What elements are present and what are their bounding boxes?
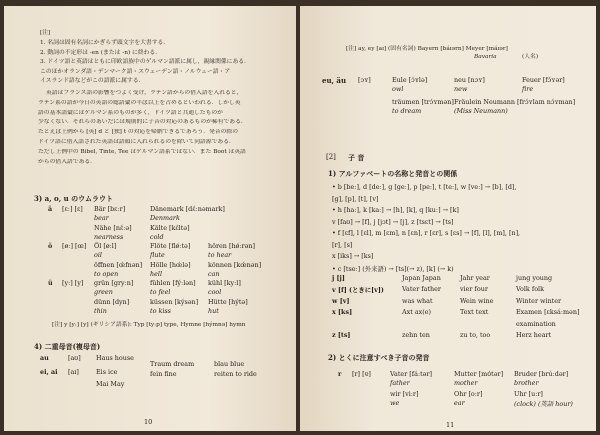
umlaut-word: küssen [kýsən] xyxy=(150,298,199,306)
r-ipa: [r] [ɐ] xyxy=(352,370,371,378)
r-word: wir [viːr] xyxy=(390,390,419,398)
eu-gloss: new xyxy=(454,85,468,93)
example-word: Volk folk xyxy=(516,285,544,294)
note-label: [注] xyxy=(40,30,51,36)
paragraph-line: たとえば上例から [英] d と [独] t の対応を帰納できるであろう．発音の際の xyxy=(38,129,238,136)
consonant-line: • c [tseː] (外来語) → [ts](→ z), [k] (→ k) xyxy=(332,264,454,273)
umlaut-gloss: to hear xyxy=(208,251,232,260)
umlaut-word: grün [gryːn] xyxy=(94,279,134,288)
diphthong-key: au xyxy=(40,354,49,362)
r-gloss: (clock) (英語 hour) xyxy=(514,400,573,408)
example-key: v [f] (ときに[v]) xyxy=(332,286,384,295)
left-page xyxy=(4,6,296,431)
diphthong-word: fein fine xyxy=(150,370,177,378)
paragraph-line: 英語はフランス語の影響をつよく受け，ラテン語からの借入語を入れると， xyxy=(46,90,243,96)
example-word: Text text xyxy=(460,308,489,317)
umlaut-word: dünn [dyn] xyxy=(94,298,130,306)
umlaut-ipa: [yː] [y] xyxy=(62,279,84,288)
note-line: イスランド語などがこの語派に属する. xyxy=(40,78,141,84)
paragraph-line: からの借入語である． xyxy=(38,158,96,165)
umlaut-word: Hölle [hœ́lə] xyxy=(150,260,191,269)
umlaut-word: können [kœ́nən] xyxy=(208,260,262,269)
umlaut-word: Dänemark [dɛ́ːnəmark] xyxy=(150,205,225,213)
example-word: Axt ax(e) xyxy=(402,308,432,317)
example-word: Jahr year xyxy=(460,274,490,282)
r-word: Vater [fáːtər] xyxy=(390,370,432,378)
example-word: zu to, too xyxy=(460,331,491,339)
r-gloss: father xyxy=(390,379,410,387)
eu-word: neu [nɔʏ] xyxy=(454,76,485,84)
example-key: z [ts] xyxy=(332,331,351,339)
umlaut-word: öffnen [œ́fnən] xyxy=(94,260,143,269)
umlaut-key: ä xyxy=(48,205,53,213)
page-number-right: 11 xyxy=(446,421,455,429)
page-number-left: 10 xyxy=(144,418,153,426)
consonant-line: • h [haː], k [kaː] → [h], [k], q [kuː] → [k] xyxy=(332,206,459,214)
umlaut-word: Öl [øːl] xyxy=(94,242,117,251)
sub1-title: 1) アルファベートの名称と発音との関係 xyxy=(328,169,458,178)
umlaut-key: ü xyxy=(48,279,53,288)
umlaut-word: Flöte [flǿːtə] xyxy=(150,242,191,251)
umlaut-title: 3) a, o, u のウムラウト xyxy=(34,194,114,203)
umlaut-word: Kälte [kɛ́ltə] xyxy=(150,223,190,232)
eu-word: Eule [ɔ́ʏlə] xyxy=(392,76,428,84)
note-line: このほかオランダ語・デンマーク語・スウェーデン語・ノルウェー語・ア xyxy=(40,68,231,75)
umlaut-gloss: flute xyxy=(150,251,165,260)
umlaut-word: Bär [bɛːr] xyxy=(94,205,126,213)
example-key: w [v] xyxy=(332,296,350,305)
consonant-line: [g], [p], [t], [v] xyxy=(332,194,379,203)
diphthong-word: reiten to ride xyxy=(214,370,257,378)
right-page xyxy=(300,6,596,431)
diphthong-title: 4) 二重母音(複母音) xyxy=(34,342,101,351)
eu-word: Fräulein Neumann [frɔ́ʏlaɪn nɔ́ʏman] xyxy=(454,98,576,106)
umlaut-ipa: [øː] [œ] xyxy=(62,242,87,251)
diphthong-word: Haus house xyxy=(96,354,134,362)
paragraph-line: ただし上例中の Bibel, Tinte, Tee はゲルマン語系ではない．また Boot は英語 xyxy=(38,148,246,155)
eu-gloss: owl xyxy=(392,85,404,93)
umlaut-word: hören [hǿːrən] xyxy=(208,242,256,251)
eu-key: eu, äu xyxy=(322,76,347,85)
example-word: jung young xyxy=(516,274,553,282)
r-gloss: brother xyxy=(514,379,539,387)
paragraph-line: ドイツ語に借入語された英語は語頭に入れられるのを除いて同語源である． xyxy=(38,139,235,145)
example-key: x [ks] xyxy=(332,308,353,317)
umlaut-gloss: nearness xyxy=(94,232,124,241)
umlaut-key: ö xyxy=(48,242,53,251)
example-word: vier four xyxy=(460,285,488,294)
sub2-title: 2) とくに注意すべき子音の発音 xyxy=(328,353,430,362)
r-word: Bruder [brúːdər] xyxy=(514,370,569,378)
example-word: Japan Japan xyxy=(402,274,441,282)
consonant-line: v [faʊ] → [f], j [jɔt] → [j], z [tsɛt] → [ts] xyxy=(332,217,454,226)
umlaut-word: Nähe [nɛ́ːə] xyxy=(94,223,132,232)
note-gloss-1: Bavaria xyxy=(474,54,497,60)
umlaut-gloss: oil xyxy=(94,251,102,260)
note-line: 3. ドイツ語と英語はともに印欧語族中のゲルマン語派に属し，親縁関係にある. xyxy=(40,59,246,65)
umlaut-gloss: green xyxy=(94,288,113,297)
example-word: zehn ten xyxy=(402,331,430,339)
paragraph-line: ラテン系の語が今日の英語の総語彙の半ば以上を占めるといわれる．しかし英 xyxy=(38,99,241,106)
consonant-line: • b [beː], d [deː], g [geː], p [peː], t [teː], w [veː] → [b], [d], xyxy=(332,183,517,191)
diphthong-ipa: [aɪ] xyxy=(68,368,79,376)
note-line: 1. 名詞は固有名詞にかぎらず頭文字を大書する. xyxy=(40,40,166,46)
r-gloss: we xyxy=(390,399,400,407)
eu-ipa: [ɔʏ] xyxy=(358,76,371,84)
example-key: j [j] xyxy=(332,274,345,282)
r-gloss: ear xyxy=(454,399,465,407)
diphthong-key: ei, ai xyxy=(40,368,58,376)
umlaut-gloss: hut xyxy=(208,307,219,315)
diphthong-word: blau blue xyxy=(214,360,245,368)
umlaut-gloss: to open xyxy=(94,269,119,278)
eu-word: träumen [trɔ́ʏmən] xyxy=(392,98,454,106)
umlaut-ipa: [ɛː] [ɛ] xyxy=(62,205,83,213)
consonant-line: • f [ɛf], l [ɛl], m [ɛm], n [ɛn], r [ɛr], s [ɛs] → [f], [l], [m], [n], xyxy=(332,229,521,237)
eu-word: Feuer [fɔ́ʏər] xyxy=(522,76,565,84)
example-word: Wein wine xyxy=(460,296,494,305)
umlaut-word: Hütte [hýtə] xyxy=(208,298,248,306)
r-word: Ohr [oːr] xyxy=(454,390,483,398)
umlaut-gloss: can xyxy=(208,269,220,278)
note-gloss-2: (人名) xyxy=(522,54,539,60)
ay-ey-note: [注] ay, ey [aɪ] (固有名詞) Bayern [báɪərn] Meyer [máɪər] xyxy=(346,46,508,52)
consonant-line: x [iks] → [ks] xyxy=(332,252,374,260)
umlaut-gloss: to feel xyxy=(150,288,171,297)
section-number: [2] xyxy=(326,153,336,161)
example-word: Vater father xyxy=(402,285,441,294)
umlaut-gloss: hell xyxy=(150,269,162,278)
section-title: 子 音 xyxy=(348,153,365,162)
umlaut-word: kühl [kyːl] xyxy=(208,279,241,288)
umlaut-gloss: to kiss xyxy=(150,307,171,315)
diphthong-word: Mai May xyxy=(96,380,125,388)
r-gloss: mother xyxy=(454,379,478,387)
eu-gloss: (Miss Neumann) xyxy=(454,107,508,115)
paragraph-line: 語の基本語彙にはゲルマン系のものが多く，ドイツ語と共通したものが xyxy=(38,109,223,116)
r-word: Uhr [uːr] xyxy=(514,390,543,398)
diphthong-word: Eis ice xyxy=(96,368,118,376)
umlaut-gloss: cool xyxy=(208,288,222,297)
umlaut-word: fühlen [fýːlən] xyxy=(150,279,196,288)
r-word: Mutter [mʊ́tər] xyxy=(454,370,504,378)
umlaut-gloss: Denmark xyxy=(150,214,180,222)
paragraph-line: 少なくない．それらのあいだには規則的に子音の対応のあるものが稀有である． xyxy=(38,119,247,126)
example-word: was what xyxy=(402,296,433,305)
example-word: Winter winter xyxy=(516,296,562,305)
umlaut-gloss: thin xyxy=(94,307,107,315)
umlaut-gloss: bear xyxy=(94,214,109,222)
r-key: r xyxy=(338,370,342,378)
y-note: [注] y [yː] [y] (ギリシア語系): Typ [tyːp] type, Hymne [hýmnə] hymn xyxy=(52,322,246,328)
example-word: examination xyxy=(516,319,556,328)
umlaut-gloss: cold xyxy=(150,232,164,241)
note-line: 2. 動詞の不定形は -en (または -n) に終わる. xyxy=(40,49,158,56)
diphthong-ipa: [aʊ] xyxy=(68,354,81,362)
eu-gloss: fire xyxy=(522,85,534,93)
example-word: Examen [ɛksáːmən] xyxy=(516,308,580,317)
eu-gloss: to dream xyxy=(392,107,422,115)
diphthong-word: Traum dream xyxy=(150,360,195,368)
consonant-line: [r], [s] xyxy=(332,240,353,249)
example-word: Herz heart xyxy=(516,331,552,339)
